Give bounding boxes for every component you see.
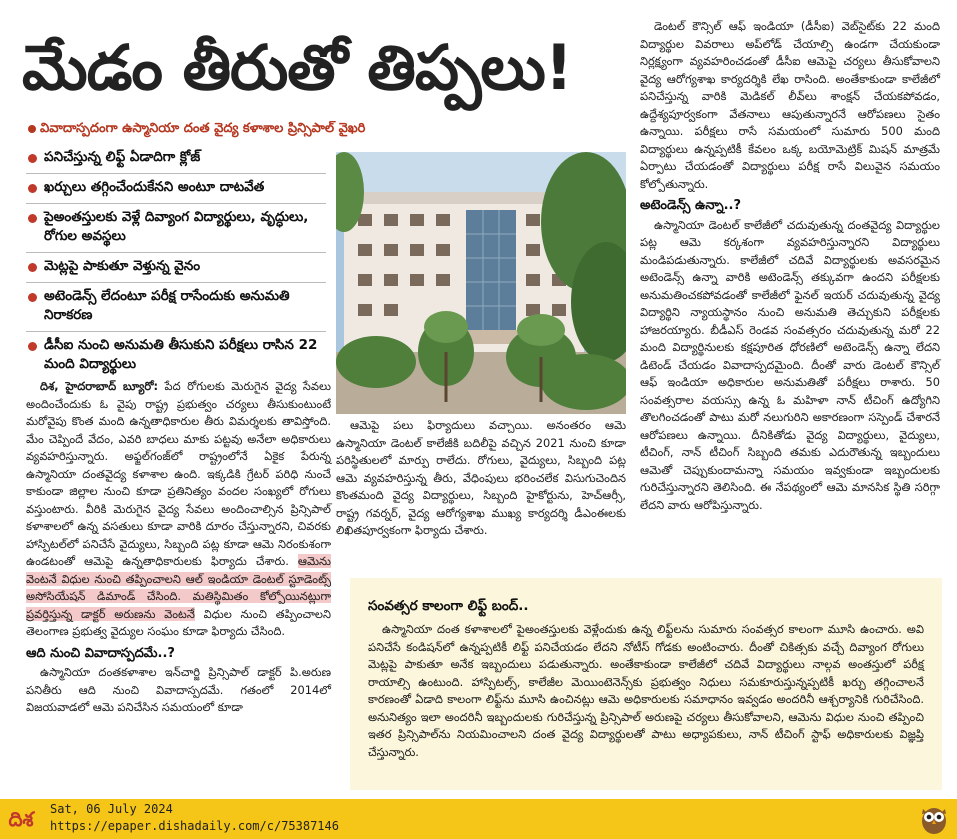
- highlight-item: అటెండెన్స్ లేదంటూ పరీక్ష రాసేందుకు అనుమతి నిరాకరణ: [26, 287, 326, 325]
- highlighted-text: ఆమెను వెంటనే విధుల నుంచి తప్పించాలని ఆల్ ఇండియా డెంటల్ స్టూడెంట్స్ అసోసియేషన్ డిమాండ్ చేసింది. మతిస్థిమితం కోల్పోయినట్లుగా ప్రవర్తిస్తున్న డాక్టర్ అరుణను వెంటనే: [26, 554, 331, 621]
- article-text: విధుల నుంచి తప్పించాలని తెలంగాణ ప్రభుత్వ వైద్యుల సంఘం కూడా ఫిర్యాదు చేసింది.: [26, 606, 331, 638]
- sidebar-box: [350, 578, 942, 790]
- article-text: డెంటల్ కౌన్సిల్ ఆఫ్ ఇండియా (డీసీఐ) వెబ్‌సైట్‌కు 22 మంది విద్యార్థుల వివరాలు అప్‌లోడ్ చేయాల్సి ఉండగా చేయకుండా నిర్లక్ష్యంగా వ్యవహరించడంతో డీసీఐ ఆమెపై చర్యలు తీసుకోవాలని వైద్య ఆరోగ్యశాఖ కార్యదర్శికి లేఖ రాసింది. అంతేకాకుండా కాలేజీలో పనిచేస్తున్న వారికి మెడికల్ లీవ్‌లు శాంక్షన్ చేయకపోవడం, ఉద్దేశ్యపూర్వకంగా వేతనాలు ఆపుతున్నారనే ఆరోపణలు సైతం ఉన్నాయి. పరీక్షలు రాసే సమయంలో సుమారు 500 మంది విద్యార్థులు ఉన్నప్పటికీ కేవలం ఒక్క బయోమెట్రిక్ మిషన్ మాత్రమే ఏర్పాటు చేయడంతో విద్యార్థులు పరీక్ష రాసే విలువైన సమయం కోల్పోతున్నారు.: [640, 19, 940, 191]
- dateline: దిశ, హైదరాబాద్ బ్యూరో:: [40, 379, 159, 393]
- left-column: [26, 378, 331, 717]
- epaper-link[interactable]: https://epaper.dishadaily.com/c/75387146: [50, 819, 339, 833]
- owl-icon: [919, 803, 949, 835]
- highlight-item: డీసీఐ నుంచి అనుమతి తీసుకుని పరీక్షలు రాసిన 22 మంది విద్యార్థులు: [26, 336, 326, 374]
- subheading: ఆది నుంచి వివాదాస్పదమే..?: [26, 645, 175, 661]
- box-text: ఉస్మానియా దంత కళాశాలలో పైఅంతస్తులకు వెళ్లేందుకు ఉన్న లిఫ్ట్‌లను సుమారు సంవత్సర కాలంగా మూసి ఉంచారు. అవి పనిచేసే కండిషన్‌లో ఉన్నప్పటికీ లిఫ్ట్ పనిచేయడం లేదని నోటీస్ గోడకు అంటించారు. దీంతో చికిత్సకు వచ్చే దివ్యాంగ రోగులు మెట్లపై పాకుతూ అనేక ఇబ్బందులు పడుతున్నారు. అంతేకాకుండా కాలేజీలో చదివే విద్యార్థులు నాల్గవ అంతస్తులో పరీక్ష రాయాల్సి ఉంటుంది. హాస్పిటల్స్, కాలేజీల మెయింటెనెన్స్‌కు ప్రభుత్వం నిధులు సమకూరుస్తున్నప్పటికీ ఖర్చు తగ్గించాలనే కారణంతో ఏడాది కాలంగా లిఫ్ట్‌ను మూసి ఉంచినట్లు ఆమె అధికారులకు సమాధానం ఇవ్వడం అందరినీ ఆశ్చర్యానికి గురిచేసింది. అనునిత్యం ఇలా అందరినీ ఇబ్బందులకు గురిచేస్తున్న ప్రిన్సిపాల్ అరుణపై చర్యలు తీసుకోవాలని, ఆమెను విధుల నుంచి తప్పించి ఇతర ప్రిన్సిపాల్‌ను నియమించాలని దంత వైద్య విద్యార్థులతో పాటు అధ్యాపకులు, నాన్ టీచింగ్ స్టాఫ్ అధికారులకు విజ్ఞప్తి చేస్తున్నారు.: [368, 622, 924, 759]
- highlight-item: ఖర్చులు తగ్గించేందుకేనని అంటూ దాటవేత: [26, 178, 326, 197]
- right-column: [640, 18, 940, 514]
- article-text: పేద రోగులకు మెరుగైన వైద్య సేవలు అందించేందుకు ఓ వైపు రాష్ట్ర ప్రభుత్వం చర్యలు తీసుకుంటుంటే మరోవైపు కొంత మంది ఉన్నతాధికారుల తీరు విమర్శలకు తావిస్తోంది. మేం చెప్పిందే వేదం, ఎవరి బాధలు మాకు పట్టవు అనేలా అధికారులు వ్యవహరిస్తున్నారు. అఫ్జల్‌గంజ్‌లో రాష్ట్రంలోనే ఏకైక పేరున్న ఉస్మానియా దంతవైద్య కళాశాల ఉంది. ఇక్కడికి గ్రేటర్ పరిధి నుంచే కాకుండా జిల్లాల నుంచి కూడా ప్రతినిత్యం వందల సంఖ్యలో రోగులు వస్తుంటారు. వీరికి మెరుగైన వైద్య సేవలు అందించాల్సిన ప్రిన్సిపాల్ కళాశాలలో ఉన్న వసతులు కూడా వారికి దూరం చేస్తున్నారని, చివరకు హాస్పిటల్‌లో పనిచేసే వైద్యులు, సిబ్బంది పట్ల కూడా ఆమె నిరంకుశంగా ఉండటంతో ఆమెపై ఉన్నతాధికారులకు ఫిర్యాదు చేశారు.: [26, 379, 331, 568]
- article-text: ఆమెపై పలు ఫిర్యాదులు వచ్చాయి. అనంతరం ఆమె ఉస్మానియా డెంటల్ కాలేజీకి బదిలీపై వచ్చిన 2021 నుంచి కూడా పరిస్థితులలో మార్పు రాలేదు. రోగులు, వైద్యులు, సిబ్బంది పట్ల ఆమె వ్యవహరిస్తున్న తీరు, వేధింపులు భరించలేక విసుగుచెందిన కొంతమంది వైద్య విద్యార్థులు, సిబ్బంది హైకోర్టును, హెచ్ఆర్సీ, రాష్ట్ర గవర్నర్, వైద్య ఆరోగ్యశాఖ ముఖ్య కార్యదర్శి డీఎంఈలకు లిఖితపూర్వకంగా ఫిర్యాదు చేశారు.: [336, 418, 626, 537]
- divider: [26, 331, 326, 332]
- article-text: ఉస్మానియా దంతకళాశాల ఇన్‌చార్జి ప్రిన్సిపాల్ డాక్టర్ పి.అరుణ పనితీరు ఆది నుంచి వివాదాస్పదమే. గతంలో 2014లో విజయవాడలో ఆమె పనిచేసిన సమయంలో కూడా: [26, 665, 331, 714]
- highlights-list: [26, 148, 326, 380]
- edition-date: Sat, 06 July 2024: [50, 802, 173, 816]
- footer-bar: [0, 799, 957, 839]
- kicker-marker: [28, 125, 36, 133]
- article-text: ఉస్మానియా డెంటల్ కాలేజీలో చదువుతున్న దంతవైద్య విద్యార్థుల పట్ల ఆమె కర్కశంగా వ్యవహరిస్తున్నారని విద్యార్థులు మండిపడుతున్నారు. కాలేజీలో చదివే విద్యార్థులకు అవసరమైన అటెండెన్స్ ఉన్నా వారికి అటెండెన్స్ తక్కువగా ఉందని పరీక్షలకు అనుమతించకపోవడంతో కాలేజీలో ఫైనల్ ఇయర్ చదువుతున్న వైద్య విద్యార్థిని న్యాయస్థానం నుంచి అనుమతి తెచ్చుకుని పరీక్షలకు హాజరయ్యారు. బీడీఎస్ రెండవ సంవత్సరం చదువుతున్న మరో 22 మంది విద్యార్థినులకు కక్షపూరిత ధోరణిలో అటెండెన్స్ ఉన్నా లేదని డిటెండ్ చేయడం వివాదాస్పదమైంది. దీంతో వారు డెంటల్ కౌన్సిల్ ఆఫ్ ఇండియా అధికారుల అనుమతితో పరీక్షలు రాశారు. 50 సంవత్సరాల వయస్సు ఉన్న ఓ మహిళా నాన్ టీచింగ్ ఉద్యోగిని తొలగించడంతో పాటు మరో నలుగురిని అకారణంగా సస్పెండ్ చేశారనే ఆరోపణలు ఉన్నాయి. దీనికితోడు వైద్య విద్యార్థులు, వైద్యులు, టీచింగ్, నాన్ టీచింగ్ సిబ్బంది తమకు ఎదురౌతున్న ఇబ్బందులు ఆమెతో చెప్పుకుందామన్నా సమయం ఇవ్వకుండా ఇబ్బందులకు గురిచేస్తున్నారని తెలిసింది. ఈ నేపథ్యంలో ఆమె మానసిక స్థితి సరిగ్గా లేదని వారు ఆరోపిస్తున్నారు.: [640, 217, 940, 512]
- divider: [26, 173, 326, 174]
- highlight-item: పైఅంతస్తులకు వెళ్లే దివ్యాంగ విద్యార్థులు, వృద్ధులు, రోగుల అవస్థలు: [26, 208, 326, 246]
- headline: మేడం తీరుతో తిప్పలు!: [22, 31, 573, 104]
- divider: [26, 252, 326, 253]
- highlight-item: పనిచేస్తున్న లిఫ్ట్ ఏడాదిగా క్లోజ్: [26, 148, 326, 167]
- highlight-item: మెట్లపై పాకుతూ వెళ్తున్న వైనం: [26, 257, 326, 276]
- kicker: వివాదాస్పదంగా ఉస్మానియా దంత వైద్య కళాశాల ప్రిన్సిపాల్ వైఖరి: [40, 121, 366, 136]
- divider: [26, 203, 326, 204]
- subheading: అటెండెన్స్ ఉన్నా..?: [640, 198, 741, 213]
- college-building-photo: [336, 152, 626, 414]
- box-heading: సంవత్సర కాలంగా లిఫ్ట్ బంద్..: [368, 598, 529, 614]
- disha-logo: దిశ: [8, 807, 34, 831]
- middle-column: [336, 417, 626, 540]
- divider: [26, 282, 326, 283]
